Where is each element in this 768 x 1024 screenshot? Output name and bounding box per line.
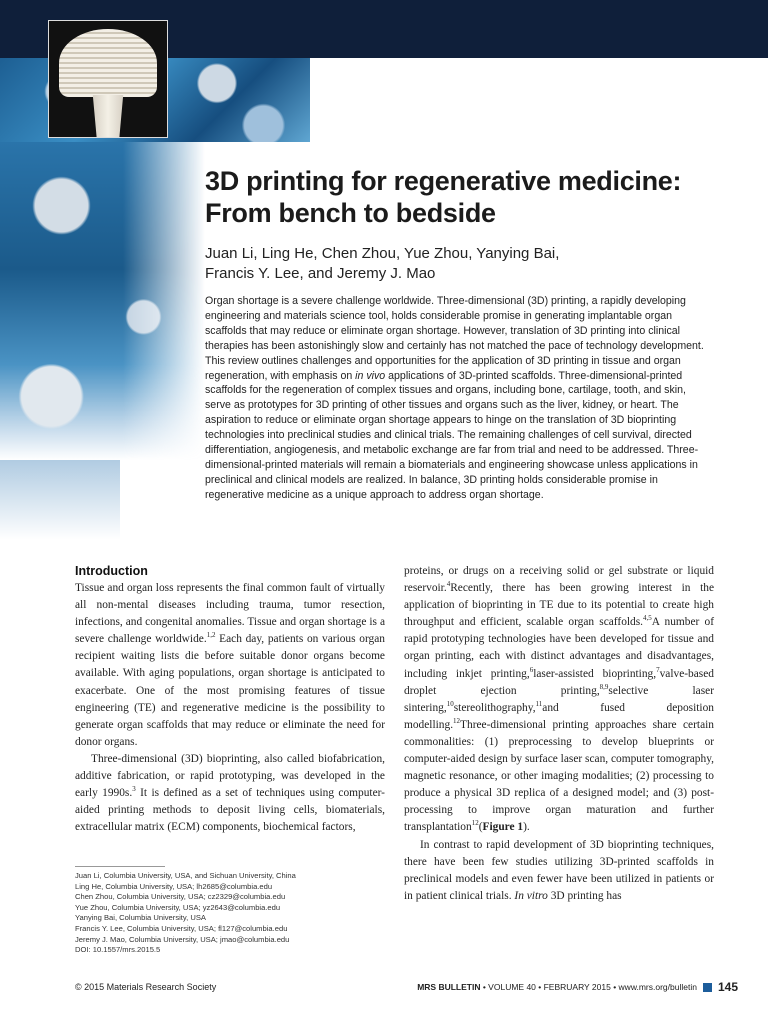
cover-artwork-fade (0, 460, 120, 540)
scaffold-stem (89, 95, 127, 137)
author-list (205, 244, 725, 284)
citation: 12 (453, 717, 461, 726)
citation: 4,5 (643, 614, 652, 623)
text: Three-dimensional (3D) bioprinting, also called biofabrication, additive fabrication, or rapid prototyping, was developed in the early 1990s. (75, 752, 385, 800)
text: proteins, or drugs on a receiving solid or gel substrate or liquid reservoir. (404, 565, 714, 595)
page-number: 145 (717, 980, 738, 994)
journal-name: MRS BULLETIN (417, 982, 481, 992)
paragraph-1 (75, 580, 385, 751)
copyright-notice: © 2015 Materials Research Society (75, 982, 217, 992)
title-line-1: 3D printing for regenerative medicine: (205, 166, 682, 196)
citation: 12 (471, 819, 479, 828)
text: valve-based droplet ejection printing, (404, 667, 714, 697)
citation: 7 (656, 665, 660, 674)
square-marker-icon (703, 983, 712, 992)
figure-reference[interactable]: Figure 1 (482, 821, 524, 834)
affiliation-line: Jeremy J. Mao, Columbia University, USA; jmao@columbia.edu (75, 934, 290, 944)
abstract-text: Organ shortage is a severe challenge worldwide. Three-dimensional (3D) printing, a rapidly developing engineering and materials science tool, holds considerable promise in generating implantable organ scaffolds that may reduce or eliminate organ shortage. However, translation of 3D printing into clinical therapies has been astonishingly slow and certainly has not matched the pace of technology development. This review outlines challenges and opportunities for the application of 3D printing in tissue and organ regeneration, with emphasis on (205, 295, 704, 382)
affiliation-line: Francis Y. Lee, Columbia University, USA; fl127@columbia.edu (75, 923, 288, 933)
citation: 11 (535, 699, 543, 708)
abstract (205, 294, 713, 503)
paragraph-2 (75, 751, 385, 836)
paragraph-2-continued (404, 563, 714, 837)
text: 3D printing has (547, 889, 622, 902)
footnote-divider (75, 866, 165, 867)
cover-artwork-side (0, 142, 205, 460)
article-title (205, 165, 725, 229)
body-column-right (404, 563, 714, 905)
text: ). (523, 821, 530, 834)
text: Three-dimensional printing approaches share certain commonalities: (1) preprocessing to develop blueprints or computer-aided design by surface laser scan, computer tomography, magnetic resonance, or other imaging modalities; (2) processing to produce a physical 3D replica of a designed model; and (3) post-processing to improve organ maturation and further transplantation (404, 718, 714, 834)
affiliation-line: Juan Li, Columbia University, USA, and Sichuan University, China (75, 871, 296, 880)
text: selective laser sintering, (404, 684, 714, 714)
affiliation-line: Yue Zhou, Columbia University, USA; yz2643@columbia.edu (75, 902, 281, 912)
text: Recently, there has been growing interest in the application of bioprinting in TE due to its potential to create high throughput and efficient, scalable organ scaffolds. (404, 582, 714, 629)
italic-text: In vitro (514, 889, 548, 902)
affiliation-line: Yanying Bai, Columbia University, USA (75, 913, 206, 923)
journal-info (417, 982, 697, 992)
citation: 6 (529, 665, 534, 674)
citation: 10 (446, 699, 454, 708)
text: In contrast to rapid development of 3D bioprinting techniques, there have been few studies utilizing 3D-printed scaffolds in preclinical models and even fewer have been utilized in patients or in patient clinical trials. (404, 838, 714, 902)
affiliation-line: Ling He, Columbia University, USA; lh2685@columbia.edu (75, 881, 273, 891)
abstract-italic: in vivo (355, 369, 386, 382)
scaffold-dome (59, 29, 157, 97)
citation: 1,2 (206, 631, 216, 640)
scaffold-photo (48, 20, 168, 138)
authors-line-1: Juan Li, Ling He, Chen Zhou, Yue Zhou, Yanying Bai, (205, 245, 560, 262)
author-affiliations (75, 871, 375, 956)
citation: 3 (132, 785, 136, 794)
paragraph-3 (404, 837, 714, 905)
text: laser-assisted bioprinting, (533, 667, 657, 680)
text: Tissue and organ loss represents the final common fault of virtually all non-mental diseases including trauma, tumor resection, infections, and congenital anomalies. Tissue and organ shortage is a severe challenge worldwide. (75, 582, 385, 646)
text: stereolithography, (453, 701, 536, 714)
text: It is defined as a set of techniques using computer-aided printing methods to deposit living cells, biomaterials, extracellular matrix (ECM) components, biochemical factors, (75, 787, 385, 834)
doi: DOI: 10.1557/mrs.2015.5 (75, 945, 161, 955)
abstract-text-continued: applications of 3D-printed scaffolds. Three-dimensional-printed scaffolds for the regeneration of complex tissues and organs, including bone, cartilage, tooth, and skin, serve as prototypes for 3D printing of other tissues and organs such as the liver, kidney, or heart. The aspiration to reduce or eliminate organ shortage appears to hinge on the translation of 3D bioprinting technologies into preclinical studies and clinical trials. The remaining challenges of cell survival, directed differentiation, angiogenesis, and metabolic exchange are far from trial and need to be addressed. Three-dimensional-printed materials will remain a biomaterials and engineering showcase unless applications in preclinical and clinical models are realized. In balance, 3D printing holds considerable promise in regenerative medicine as a unique approach to address organ shortage. (205, 369, 699, 501)
body-column-left (75, 563, 385, 836)
title-line-2: From bench to bedside (205, 198, 496, 228)
issue-info: • VOLUME 40 • FEBRUARY 2015 • www.mrs.org/bulletin (480, 982, 697, 992)
section-heading-introduction: Introduction (75, 564, 148, 578)
affiliation-line: Chen Zhou, Columbia University, USA; cz2329@columbia.edu (75, 892, 286, 902)
text: A number of rapid prototyping technologies have been developed for tissue and organ printing, each with distinct advantages and disadvantages, including inkjet printing, (404, 616, 714, 680)
citation: 4 (446, 580, 451, 589)
journal-footer (417, 980, 738, 994)
text: and fused deposition modelling. (404, 701, 714, 731)
text: ( (478, 821, 483, 834)
text: Each day, patients on various organ recipient waiting lists die before suitable donor organs become available. With aging populations, organ shortage is anticipated to exacerbate. One of the most promising features of tissue engineering (TE) and regenerative medicine is the possibility to generate organ scaffolds that may reduce or eliminate the need for donor organs. (75, 633, 385, 748)
authors-line-2: Francis Y. Lee, and Jeremy J. Mao (205, 265, 436, 282)
citation: 8,9 (599, 682, 609, 691)
